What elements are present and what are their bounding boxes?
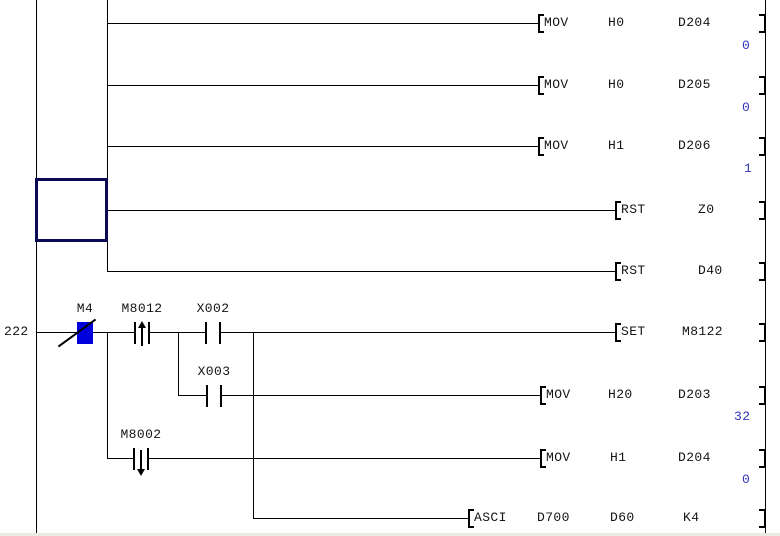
instruction-operand[interactable]: H1 <box>610 450 627 465</box>
contact-label-m8002: M8002 <box>120 427 162 442</box>
instruction-operand[interactable]: H0 <box>608 77 625 92</box>
edit-cursor-box[interactable] <box>35 178 108 242</box>
instruction-operand[interactable]: M8122 <box>682 324 724 339</box>
instruction-operand[interactable]: D204 <box>678 15 711 30</box>
h-wire <box>178 395 541 396</box>
instruction-operand[interactable]: D204 <box>678 450 711 465</box>
falling-edge-arrow-icon <box>137 469 145 476</box>
instruction-close-bracket <box>759 386 766 405</box>
instruction-operand[interactable]: H1 <box>608 138 625 153</box>
step-number: 222 <box>4 324 29 339</box>
instruction-close-bracket <box>759 137 766 156</box>
instruction-mnemonic-asci[interactable]: ASCI <box>474 510 507 525</box>
instruction-close-bracket <box>759 262 766 281</box>
monitor-value: 32 <box>734 409 751 424</box>
monitor-value: 0 <box>742 472 751 487</box>
instruction-operand[interactable]: K4 <box>683 510 700 525</box>
instruction-operand[interactable]: Z0 <box>698 202 715 217</box>
h-wire <box>107 458 541 459</box>
h-wire <box>107 146 539 147</box>
h-wire <box>36 332 616 333</box>
h-wire <box>107 271 616 272</box>
monitor-value: 0 <box>742 100 751 115</box>
instruction-operand[interactable]: D40 <box>698 263 723 278</box>
monitor-value: 0 <box>742 38 751 53</box>
rising-edge-arrow-icon <box>138 321 146 328</box>
monitor-value: 1 <box>744 161 753 176</box>
h-wire <box>107 23 539 24</box>
contact-m8002-edge-stem <box>140 450 142 471</box>
instruction-close-bracket <box>759 201 766 220</box>
instruction-close-bracket <box>759 449 766 468</box>
instruction-mnemonic-mov[interactable]: MOV <box>544 15 569 30</box>
contact-label-x003: X003 <box>197 364 231 379</box>
instruction-operand[interactable]: D700 <box>537 510 570 525</box>
instruction-mnemonic-mov[interactable]: MOV <box>546 387 571 402</box>
instruction-close-bracket <box>759 509 766 528</box>
instruction-mnemonic-mov[interactable]: MOV <box>544 138 569 153</box>
contact-x002[interactable] <box>205 322 221 344</box>
instruction-mnemonic-set[interactable]: SET <box>621 324 646 339</box>
contact-label-x002: X002 <box>196 301 230 316</box>
contact-label-m4: M4 <box>76 301 94 316</box>
instruction-mnemonic-mov[interactable]: MOV <box>544 77 569 92</box>
instruction-mnemonic-mov[interactable]: MOV <box>546 450 571 465</box>
h-wire <box>107 85 539 86</box>
instruction-mnemonic-rst[interactable]: RST <box>621 202 646 217</box>
contact-label-m8012: M8012 <box>121 301 163 316</box>
instruction-operand[interactable]: D203 <box>678 387 711 402</box>
instruction-operand[interactable]: D206 <box>678 138 711 153</box>
instruction-operand[interactable]: D205 <box>678 77 711 92</box>
v-wire <box>253 332 254 518</box>
h-wire <box>107 210 616 211</box>
instruction-close-bracket <box>759 76 766 95</box>
instruction-operand[interactable]: H20 <box>608 387 633 402</box>
instruction-close-bracket <box>759 14 766 33</box>
left-bus-rail <box>36 0 37 533</box>
instruction-operand[interactable]: H0 <box>608 15 625 30</box>
contact-x003[interactable] <box>206 385 222 407</box>
instruction-mnemonic-rst[interactable]: RST <box>621 263 646 278</box>
instruction-close-bracket <box>759 323 766 342</box>
instruction-operand[interactable]: D60 <box>610 510 635 525</box>
h-wire <box>253 518 469 519</box>
